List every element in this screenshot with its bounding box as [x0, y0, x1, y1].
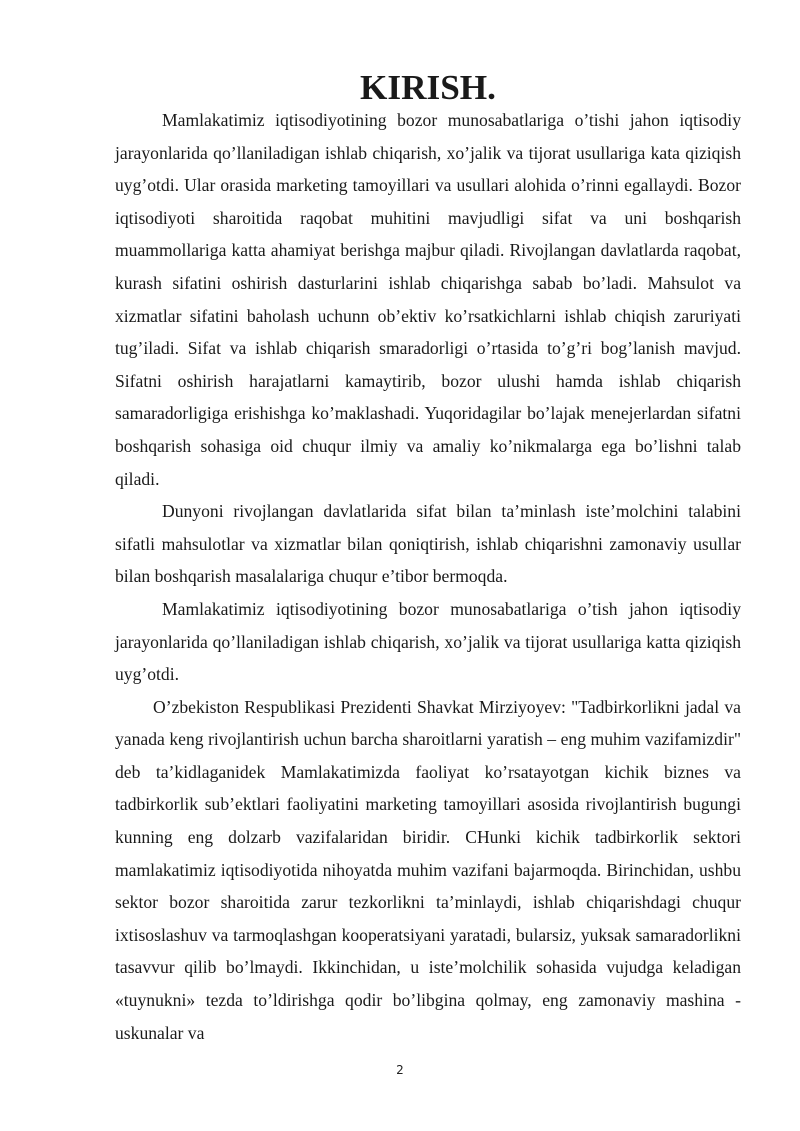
- page-number: 2: [396, 1063, 404, 1077]
- paragraph-1: Mamlakatimiz iqtisodiyotining bozor munosabatlariga o’tishi jahon iqtisodiy jarayonlarida qo’llaniladigan ishlab chiqarish, xo’jalik va tijorat usullariga kata qiziqish uyg’otdi. Ular orasida marketing tamoyillari va usullari alohida o’rinni egallaydi. Bozor iqtisodiyoti sharoitida raqobat muhitini mavjudligi sifat va uni boshqarish muammollariga katta ahamiyat berishga majbur qiladi. Rivojlangan davlatlarda raqobat, kurash sifatini oshirish dasturlarini ishlab chiqarishga sabab bo’ladi. Mahsulot va xizmatlar sifatini baholash uchunn ob’ektiv ko’rsatkichlarni ishlab chiqish zaruriyati tug’iladi. Sifat va ishlab chiqarish smaradorligi o’rtasida to’g’ri bog’lanish mavjud. Sifatni oshirish harajatlarni kamaytirib, bozor ulushi hamda ishlab chiqarish samaradorligiga erishishga ko’maklashadi. Yuqoridagilar bo’lajak menejerlardan sifatni boshqarish sohasiga oid chuqur ilmiy va amaliy ko’nikmalarga ega bo’lishni talab qiladi.: [115, 110, 741, 489]
- document-page: [115, 68, 741, 1049]
- paragraph-4: O’zbekiston Respublikasi Prezidenti Shavkat Mirziyoyev: "Tadbirkorlikni jadal va yanada keng rivojlantirish uchun barcha sharoitlarni yaratish – eng muhim vazifamizdir" deb ta’kidlaganidek Mamlakatimizda faoliyat ko’rsatayotgan kichik biznes va tadbirkorlik sub’ektlari faoliyatini marketing tamoyillari asosida rivojlantirish bugungi kunning eng dolzarb vazifalaridan biridir. CHunki kichik tadbirkorlik sektori mamlakatimiz iqtisodiyotida nihoyatda muhim vazifani bajarmoqda. Birinchidan, ushbu sektor bozor sharoitida zarur tezkorlikni ta’minlaydi, ishlab chiqarishdagi chuqur ixtisoslashuv va tarmoqlashgan kooperatsiyani yaratadi, bularsiz, yuksak samaradorlikni tasavvur qilib bo’lmaydi. Ikkinchidan, u iste’molchilik sohasida vujudga keladigan «tuynukni» tezda to’ldirishga qodir bo’libgina qolmay, eng zamonaviy mashina - uskunalar va: [115, 696, 741, 1043]
- page-title: KIRISH.: [360, 68, 496, 107]
- paragraph-2: Dunyoni rivojlangan davlatlarida sifat bilan ta’minlash iste’molchini talabini sifatli mahsulotlar va xizmatlar bilan qoniqtirish, ishlab chiqarishni zamonaviy usullar bilan boshqarish masalalariga chuqur e’tibor bermoqda.: [115, 501, 741, 587]
- paragraph-3: Mamlakatimiz iqtisodiyotining bozor munosabatlariga o’tish jahon iqtisodiy jarayonlarida qo’llaniladigan ishlab chiqarish, xo’jalik va tijorat usullariga katta qiziqish uyg’otdi.: [115, 598, 741, 685]
